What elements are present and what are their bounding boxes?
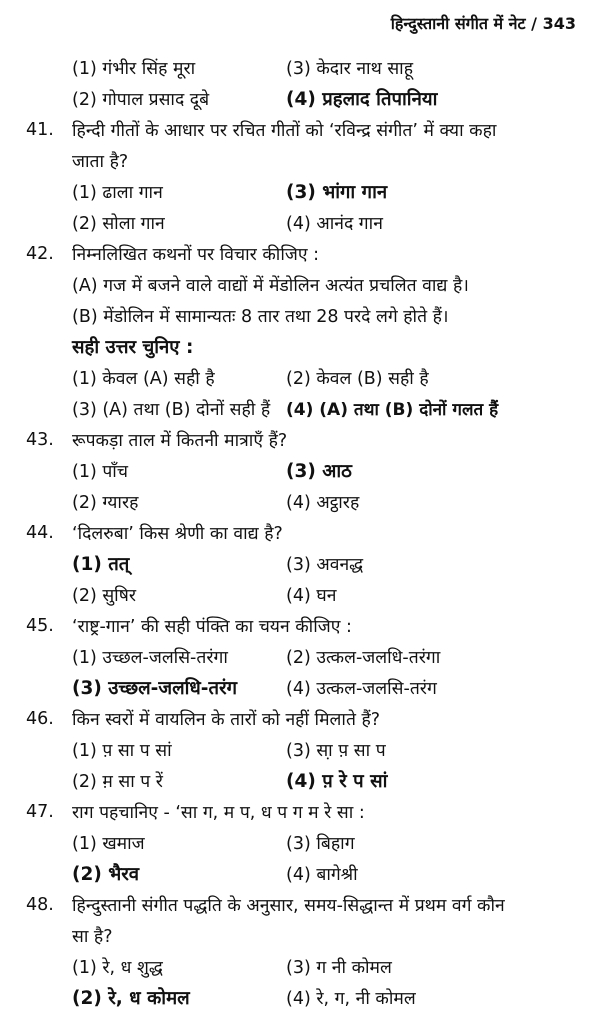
- option: (1) प़ सा प सां: [72, 740, 172, 761]
- option-row: [26, 83, 586, 114]
- option: (4) अट्ठारह: [286, 492, 360, 513]
- question-text-continued: सा है?: [72, 926, 113, 947]
- option: (1) केवल (A) सही है: [72, 368, 215, 389]
- statement-b: (B) मेंडोलिन में सामान्यतः 8 तार तथा 28 परदे लगे होते हैं।: [72, 306, 449, 327]
- correct-option: (4) (A) तथा (B) दोनों गलत हैं: [286, 400, 499, 420]
- instruction: सही उत्तर चुनिए :: [72, 337, 194, 358]
- question-text: रूपकड़ा ताल में कितनी मात्राएँ हैं?: [72, 430, 288, 451]
- option-row: [26, 858, 586, 889]
- question-number: 42.: [26, 243, 54, 264]
- option-row: [26, 207, 586, 238]
- option: (2) उत्कल-जलधि-तरंगा: [286, 647, 441, 668]
- option: (3) (A) तथा (B) दोनों सही हैं: [72, 399, 271, 420]
- option-row: [26, 734, 586, 765]
- question-text-continued: जाता है?: [72, 151, 129, 172]
- question-45: [26, 610, 586, 641]
- option: (4) बागेश्री: [286, 864, 358, 885]
- option: (1) रे, ध शुद्ध: [72, 957, 163, 978]
- question-44: [26, 517, 586, 548]
- question-42: [26, 238, 586, 269]
- question-list: [26, 52, 586, 1013]
- page-header: हिन्दुस्तानी संगीत में नेट / 343: [390, 14, 576, 33]
- option-row: [26, 765, 586, 796]
- option: (3) सा़ प़ सा प: [286, 740, 386, 761]
- correct-option: (1) तत्: [72, 554, 130, 575]
- question-text: ‘राष्ट्र-गान’ की सही पंक्ति का चयन कीजिए :: [72, 616, 352, 637]
- option-row: [26, 362, 586, 393]
- option: (3) बिहाग: [286, 833, 355, 854]
- correct-option: (3) भांगा गान: [286, 182, 388, 203]
- question-41: [26, 114, 586, 145]
- option: (3) केदार नाथ साहू: [286, 58, 413, 79]
- question-text: राग पहचानिए - ‘सा ग, म प, ध प ग म रे सा :: [72, 802, 365, 823]
- correct-option: (2) रे, ध कोमल: [72, 988, 190, 1009]
- option-row: [26, 672, 586, 703]
- option: (4) घन: [286, 585, 337, 606]
- option: (3) अवनद्ध: [286, 554, 364, 575]
- question-number: 44.: [26, 522, 54, 543]
- option: (1) पाँच: [72, 461, 128, 482]
- option: (3) ग नी कोमल: [286, 957, 392, 978]
- statement-a: (A) गज में बजने वाले वाद्यों में मेंडोलिन अत्यंत प्रचलित वाद्य है।: [72, 275, 469, 296]
- question-text: निम्नलिखित कथनों पर विचार कीजिए :: [72, 244, 319, 265]
- question-text: हिन्दी गीतों के आधार पर रचित गीतों को ‘रविन्द्र संगीत’ में क्या कहा: [72, 120, 497, 141]
- option: (4) उत्कल-जलसि-तरंग: [286, 678, 437, 699]
- option: (1) उच्छल-जलसि-तरंगा: [72, 647, 228, 668]
- option-row: [26, 982, 586, 1013]
- question-number: 46.: [26, 708, 54, 729]
- question-number: 45.: [26, 615, 54, 636]
- question-47: [26, 796, 586, 827]
- option-row: [26, 548, 586, 579]
- question-48: [26, 889, 586, 920]
- question-46: [26, 703, 586, 734]
- option: (2) सोला गान: [72, 213, 165, 234]
- option-row: [26, 641, 586, 672]
- option-row: [26, 176, 586, 207]
- question-43: [26, 424, 586, 455]
- correct-option: (3) आठ: [286, 461, 352, 482]
- option: (2) म़ सा प रें: [72, 771, 163, 792]
- correct-option: (3) उच्छल-जलधि-तरंग: [72, 678, 238, 699]
- option-row: [26, 486, 586, 517]
- option-row: [26, 455, 586, 486]
- option-row: [26, 52, 586, 83]
- option: (1) खमाज: [72, 833, 145, 854]
- option-row: [26, 827, 586, 858]
- option: (2) केवल (B) सही है: [286, 368, 429, 389]
- option-row: [26, 579, 586, 610]
- question-number: 47.: [26, 801, 54, 822]
- option-row: [26, 951, 586, 982]
- question-text: ‘दिलरुबा’ किस श्रेणी का वाद्य है?: [72, 523, 283, 544]
- correct-option: (4) प्रहलाद तिपानिया: [286, 89, 438, 110]
- question-text: हिन्दुस्तानी संगीत पद्धति के अनुसार, समय-सिद्धान्त में प्रथम वर्ग कौन: [72, 895, 505, 916]
- option: (4) आनंद गान: [286, 213, 383, 234]
- option-row: [26, 393, 586, 424]
- correct-option: (4) प़ रे प सां: [286, 771, 388, 792]
- question-text: किन स्वरों में वायलिन के तारों को नहीं मिलाते हैं?: [72, 709, 381, 730]
- question-number: 43.: [26, 429, 54, 450]
- option: (2) ग्यारह: [72, 492, 139, 513]
- option: (1) ढाला गान: [72, 182, 163, 203]
- correct-option: (2) भैरव: [72, 864, 140, 885]
- option: (2) गोपाल प्रसाद दूबे: [72, 89, 210, 110]
- option: (1) गंभीर सिंह मूरा: [72, 58, 196, 79]
- option: (2) सुषिर: [72, 585, 136, 606]
- question-number: 48.: [26, 894, 54, 915]
- option: (4) रे, ग, नी कोमल: [286, 988, 416, 1009]
- question-number: 41.: [26, 119, 54, 140]
